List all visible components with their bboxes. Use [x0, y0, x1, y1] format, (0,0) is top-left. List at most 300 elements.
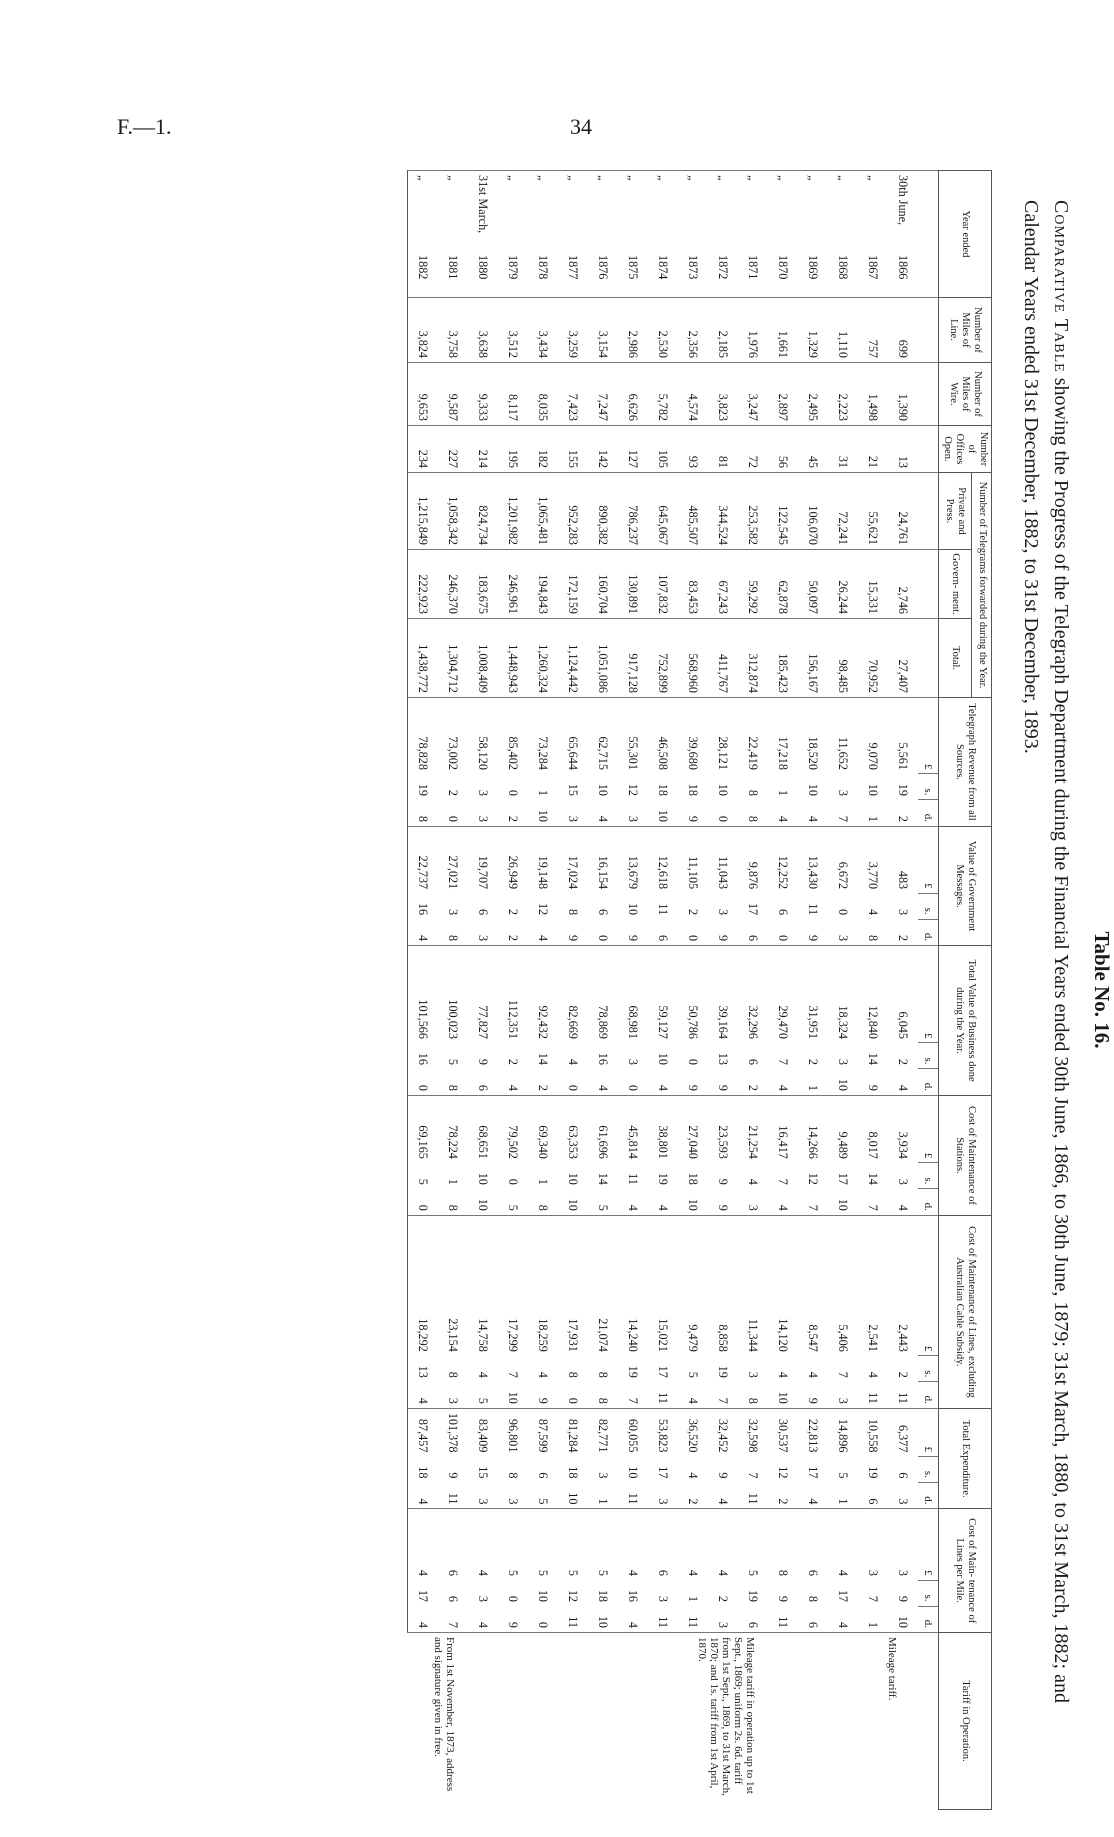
cell-expenditure-pence: 1	[596, 1498, 611, 1505]
year: 1867	[866, 255, 881, 280]
cell-expenditure-shillings: 17	[806, 1466, 821, 1479]
cell-expenditure-pounds: 32,452	[708, 1408, 738, 1456]
cell-per-mile-pounds: 5	[498, 1509, 528, 1580]
cell-business-shillings: 16	[407, 1043, 438, 1069]
year-cell	[768, 171, 798, 298]
cell-stations-pence: 5	[506, 1204, 521, 1211]
cell-per-mile-shillings: 9	[776, 1595, 791, 1602]
cell-private: 253,582	[738, 473, 768, 550]
table-row	[708, 171, 738, 1810]
header-row	[972, 171, 992, 1810]
cell-per-mile-pounds: 5	[738, 1509, 768, 1580]
cell-business-pounds: 12,840	[858, 946, 888, 1043]
table-label: Table No. 16.	[1090, 931, 1114, 1049]
cell-per-mile-pence: 4	[407, 1606, 438, 1633]
year-cell	[407, 171, 438, 298]
cell-per-mile-pence: 11	[566, 1616, 581, 1628]
cell-govt-msgs-shillings: 2	[686, 909, 701, 916]
cell-expenditure-pounds: 87,457	[407, 1408, 438, 1456]
col-year: Year ended	[938, 171, 991, 298]
unit-pounds: £	[918, 1509, 939, 1580]
cell-government: 50,097	[798, 550, 828, 619]
cell-per-mile-pounds: 5	[588, 1509, 618, 1580]
cell-govt-msgs-pounds: 11,105	[678, 826, 708, 893]
unit-pounds: £	[918, 826, 939, 893]
cell-lines-pence: 9	[536, 1397, 551, 1404]
year: 1869	[806, 255, 821, 280]
cell-govt-msgs-shillings: 6	[776, 909, 791, 916]
cell-per-mile-shillings: 0	[506, 1595, 521, 1602]
cell-per-mile-pounds: 4	[678, 1509, 708, 1580]
cell-government: 130,891	[618, 550, 648, 619]
cell-miles-wire: 9,653	[407, 363, 438, 426]
units-spacer	[918, 298, 939, 363]
cell-stations-shillings: 10	[476, 1172, 491, 1185]
col-revenue: Telegraph Revenue from all Sources.	[938, 698, 991, 827]
cell-business-pounds: 100,023	[438, 946, 468, 1043]
cell-revenue-pence: 2	[506, 815, 521, 822]
cell-business-pounds: 29,470	[768, 946, 798, 1043]
cell-expenditure-shillings: 6	[536, 1472, 551, 1479]
cell-miles-line: 1,976	[738, 298, 768, 363]
cell-lines-shillings: 8	[446, 1371, 461, 1378]
cell-revenue-pence: 3	[566, 815, 581, 822]
cell-govt-msgs-pence: 0	[596, 935, 611, 942]
period: „	[626, 175, 641, 181]
cell-miles-line: 1,661	[768, 298, 798, 363]
table-caption	[1016, 170, 1076, 1810]
table-row	[888, 171, 918, 1810]
period: „	[776, 175, 791, 181]
cell-miles-wire: 5,782	[648, 363, 678, 426]
period: „	[656, 175, 671, 181]
cell-govt-msgs-pence: 9	[806, 935, 821, 942]
cell-per-mile-pounds: 4	[407, 1509, 438, 1580]
page-reference: F.—1.	[117, 114, 172, 139]
cell-business-pounds: 59,127	[648, 946, 678, 1043]
cell-private: 344,524	[708, 473, 738, 550]
cell-stations-pounds: 3,934	[888, 1095, 918, 1162]
cell-per-mile-shillings: 16	[626, 1589, 641, 1602]
cell-stations-shillings: 18	[686, 1172, 701, 1185]
cell-stations-pounds: 23,593	[708, 1095, 738, 1162]
year-cell	[858, 171, 888, 298]
cell-business-shillings: 10	[656, 1052, 671, 1065]
cell-revenue-pence: 9	[686, 815, 701, 822]
tariff-note: From 1st November, 1873, address and signature given in free.	[431, 1637, 456, 1792]
cell-government: 15,331	[858, 550, 888, 619]
period: „	[746, 175, 761, 181]
cell-expenditure-pence: 4	[407, 1482, 438, 1509]
cell-per-mile-pence: 10	[896, 1615, 911, 1628]
cell-lines-shillings: 4	[476, 1371, 491, 1378]
cell-revenue-pence: 4	[596, 815, 611, 822]
cell-expenditure-pounds: 83,409	[468, 1408, 498, 1456]
cell-business-pounds: 32,296	[738, 946, 768, 1043]
cell-revenue-pounds: 28,121	[708, 698, 738, 774]
cell-business-pence: 9	[716, 1084, 731, 1091]
cell-government: 59,292	[738, 550, 768, 619]
units-spacer	[918, 363, 939, 426]
cell-per-mile-pence: 11	[776, 1616, 791, 1628]
cell-govt-msgs-pence: 0	[686, 935, 701, 942]
cell-stations-shillings: 14	[866, 1172, 881, 1185]
cell-stations-pence: 7	[806, 1204, 821, 1211]
cell-government: 62,878	[768, 550, 798, 619]
cell-expenditure-shillings: 9	[716, 1472, 731, 1479]
cell-lines-shillings: 8	[566, 1371, 581, 1378]
cell-government: 246,961	[498, 550, 528, 619]
cell-lines-pounds: 8,858	[708, 1215, 738, 1355]
cell-per-mile-pence: 11	[686, 1616, 701, 1628]
cell-govt-msgs-shillings: 8	[566, 909, 581, 916]
cell-govt-msgs-pence: 0	[776, 935, 791, 942]
cell-revenue-pounds: 18,520	[798, 698, 828, 774]
cell-revenue-pence: 8	[407, 800, 438, 827]
cell-govt-msgs-pence: 2	[506, 935, 521, 942]
cell-business-pence: 4	[896, 1084, 911, 1091]
year: 1873	[686, 255, 701, 280]
cell-lines-pence: 3	[446, 1397, 461, 1404]
cell-miles-wire: 8,117	[498, 363, 528, 426]
cell-stations-shillings: 19	[656, 1172, 671, 1185]
cell-business-pence: 1	[806, 1084, 821, 1091]
cell-revenue-shillings: 3	[476, 789, 491, 796]
unit-pence: d.	[918, 1069, 939, 1096]
cell-lines-pounds: 14,240	[618, 1215, 648, 1355]
cell-offices: 81	[708, 426, 738, 473]
cell-per-mile-shillings: 1	[686, 1595, 701, 1602]
cell-lines-pence: 8	[746, 1397, 761, 1404]
year-cell	[738, 171, 768, 298]
cell-total: 70,952	[858, 619, 888, 698]
unit-shillings: s.	[918, 1163, 939, 1189]
cell-stations-pence: 3	[746, 1204, 761, 1211]
year: 1871	[746, 255, 761, 280]
cell-per-mile-pence: 10	[596, 1615, 611, 1628]
cell-miles-line: 3,434	[528, 298, 558, 363]
cell-business-pounds: 101,566	[407, 946, 438, 1043]
cell-total: 98,485	[828, 619, 858, 698]
cell-total: 1,448,943	[498, 619, 528, 698]
unit-pounds: £	[918, 946, 939, 1043]
cell-per-mile-shillings: 17	[836, 1589, 851, 1602]
cell-government: 194,843	[528, 550, 558, 619]
unit-pence: d.	[918, 800, 939, 827]
cell-lines-shillings: 13	[407, 1356, 438, 1382]
cell-govt-msgs-shillings: 6	[476, 909, 491, 916]
cell-private: 824,734	[468, 473, 498, 550]
cell-offices: 195	[498, 426, 528, 473]
cell-business-shillings: 3	[626, 1058, 641, 1065]
cell-stations-pounds: 14,266	[798, 1095, 828, 1162]
year-cell	[468, 171, 498, 298]
cell-govt-msgs-shillings: 6	[596, 909, 611, 916]
cell-expenditure-pence: 2	[686, 1498, 701, 1505]
cell-revenue-pounds: 78,828	[407, 698, 438, 774]
table-row	[407, 171, 438, 1810]
year: 1877	[566, 255, 581, 280]
cell-offices: 214	[468, 426, 498, 473]
cell-revenue-pounds: 55,301	[618, 698, 648, 774]
cell-stations-pounds: 68,651	[468, 1095, 498, 1162]
year-cell	[498, 171, 528, 298]
cell-expenditure-pence: 2	[776, 1498, 791, 1505]
table-row	[468, 171, 498, 1810]
cell-stations-pounds: 16,417	[768, 1095, 798, 1162]
cell-expenditure-shillings: 10	[626, 1466, 641, 1479]
cell-govt-msgs-pounds: 6,672	[828, 826, 858, 893]
cell-stations-shillings: 3	[896, 1178, 911, 1185]
table-row	[558, 171, 588, 1810]
cell-revenue-shillings: 10	[866, 783, 881, 796]
unit-shillings: s.	[918, 893, 939, 919]
year: 1874	[656, 255, 671, 280]
col-telegrams-group: Number of Telegrams forwarded during the Year.	[972, 473, 992, 698]
cell-govt-msgs-pence: 8	[866, 935, 881, 942]
cell-per-mile-shillings: 8	[806, 1595, 821, 1602]
year: 1881	[446, 255, 461, 280]
year: 1870	[776, 255, 791, 280]
cell-per-mile-pounds: 3	[858, 1509, 888, 1580]
cell-per-mile-shillings: 2	[716, 1595, 731, 1602]
cell-lines-pounds: 21,074	[588, 1215, 618, 1355]
unit-pence: d.	[918, 1482, 939, 1509]
cell-per-mile-shillings: 3	[656, 1595, 671, 1602]
cell-stations-shillings: 1	[446, 1178, 461, 1185]
period: „	[566, 175, 581, 181]
cell-business-pounds: 18,324	[828, 946, 858, 1043]
cell-government: 172,159	[558, 550, 588, 619]
unit-shillings: s.	[918, 1043, 939, 1069]
cell-offices: 21	[858, 426, 888, 473]
cell-expenditure-pounds: 22,813	[798, 1408, 828, 1456]
period: „	[686, 175, 701, 181]
period: „	[836, 175, 851, 181]
cell-miles-line: 3,259	[558, 298, 588, 363]
cell-business-shillings: 2	[506, 1058, 521, 1065]
cell-expenditure-pounds: 81,284	[558, 1408, 588, 1456]
cell-miles-wire: 2,495	[798, 363, 828, 426]
period: „	[806, 175, 821, 181]
table-row	[768, 171, 798, 1810]
cell-lines-pence: 11	[896, 1392, 911, 1404]
cell-revenue-pence: 8	[746, 815, 761, 822]
cell-revenue-pence: 0	[716, 815, 731, 822]
cell-government: 67,243	[708, 550, 738, 619]
table-body	[407, 171, 938, 1810]
unit-pounds: £	[918, 1095, 939, 1162]
cell-govt-msgs-pence: 9	[716, 935, 731, 942]
cell-per-mile-pence: 4	[476, 1621, 491, 1628]
cell-miles-wire: 9,587	[438, 363, 468, 426]
cell-expenditure-shillings: 15	[476, 1466, 491, 1479]
cell-per-mile-pounds: 4	[708, 1509, 738, 1580]
year-cell	[438, 171, 468, 298]
cell-stations-shillings: 0	[506, 1178, 521, 1185]
year-cell	[558, 171, 588, 298]
cell-govt-msgs-pence: 6	[656, 935, 671, 942]
cell-revenue-pounds: 85,402	[498, 698, 528, 774]
cell-stations-shillings: 11	[626, 1173, 641, 1185]
cell-lines-pence: 10	[506, 1391, 521, 1404]
cell-govt-msgs-pounds: 17,024	[558, 826, 588, 893]
cell-miles-line: 2,530	[648, 298, 678, 363]
cell-business-pounds: 77,827	[468, 946, 498, 1043]
unit-shillings: s.	[918, 1580, 939, 1606]
unit-pounds: £	[918, 698, 939, 774]
cell-lines-pounds: 9,479	[678, 1215, 708, 1355]
cell-stations-pounds: 78,224	[438, 1095, 468, 1162]
cell-miles-wire: 3,247	[738, 363, 768, 426]
col-tariff: Tariff in Operation.	[938, 1633, 991, 1810]
cell-per-mile-pounds: 8	[768, 1509, 798, 1580]
year: 1882	[416, 255, 431, 280]
cell-miles-line: 699	[888, 298, 918, 363]
cell-govt-msgs-shillings: 3	[446, 909, 461, 916]
tariff-cell	[407, 1633, 938, 1810]
cell-expenditure-shillings: 7	[746, 1472, 761, 1479]
cell-expenditure-shillings: 8	[506, 1472, 521, 1479]
cell-govt-msgs-shillings: 11	[656, 903, 671, 916]
cell-expenditure-shillings: 5	[836, 1472, 851, 1479]
cell-govt-msgs-pounds: 11,043	[708, 826, 738, 893]
cell-per-mile-pounds: 6	[648, 1509, 678, 1580]
cell-miles-line: 3,824	[407, 298, 438, 363]
cell-business-shillings: 16	[596, 1052, 611, 1065]
cell-stations-pence: 10	[566, 1198, 581, 1211]
cell-per-mile-pence: 4	[626, 1621, 641, 1628]
cell-revenue-shillings: 18	[686, 783, 701, 796]
cell-total: 1,124,442	[558, 619, 588, 698]
year-cell	[678, 171, 708, 298]
cell-business-pounds: 78,869	[588, 946, 618, 1043]
cell-per-mile-shillings: 12	[566, 1589, 581, 1602]
cell-business-shillings: 0	[686, 1058, 701, 1065]
cell-lines-pence: 11	[866, 1392, 881, 1404]
cell-expenditure-pounds: 87,599	[528, 1408, 558, 1456]
cell-offices: 31	[828, 426, 858, 473]
cell-business-pounds: 39,164	[708, 946, 738, 1043]
cell-business-pence: 8	[446, 1084, 461, 1091]
cell-revenue-shillings: 2	[446, 789, 461, 796]
cell-expenditure-pounds: 60,055	[618, 1408, 648, 1456]
cell-expenditure-shillings: 18	[566, 1466, 581, 1479]
cell-lines-shillings: 19	[716, 1365, 731, 1378]
cell-miles-line: 2,185	[708, 298, 738, 363]
cell-stations-pounds: 61,696	[588, 1095, 618, 1162]
cell-stations-pounds: 45,814	[618, 1095, 648, 1162]
cell-govt-msgs-pence: 4	[407, 919, 438, 946]
cell-expenditure-pence: 3	[656, 1498, 671, 1505]
year: 1868	[836, 255, 851, 280]
cell-govt-msgs-pence: 8	[446, 935, 461, 942]
cell-miles-line: 2,986	[618, 298, 648, 363]
cell-lines-pounds: 8,547	[798, 1215, 828, 1355]
cell-lines-shillings: 2	[896, 1371, 911, 1378]
cell-business-pounds: 92,432	[528, 946, 558, 1043]
cell-per-mile-pounds: 4	[828, 1509, 858, 1580]
cell-per-mile-pounds: 6	[798, 1509, 828, 1580]
cell-govt-msgs-pounds: 12,618	[648, 826, 678, 893]
unit-shillings: s.	[918, 1356, 939, 1382]
cell-expenditure-pounds: 14,896	[828, 1408, 858, 1456]
cell-govt-msgs-pence: 4	[536, 935, 551, 942]
col-stations: Cost of Maintenance of Stations.	[938, 1095, 991, 1215]
cell-business-pounds: 68,981	[618, 946, 648, 1043]
cell-per-mile-pounds: 5	[528, 1509, 558, 1580]
cell-govt-msgs-shillings: 4	[866, 909, 881, 916]
cell-miles-wire: 3,823	[708, 363, 738, 426]
cell-total: 411,767	[708, 619, 738, 698]
cell-total: 917,128	[618, 619, 648, 698]
cell-business-pence: 0	[407, 1069, 438, 1096]
cell-business-pounds: 6,045	[888, 946, 918, 1043]
cell-lines-pounds: 17,299	[498, 1215, 528, 1355]
cell-lines-pounds: 14,758	[468, 1215, 498, 1355]
col-miles-line: Number of Miles of Line.	[938, 298, 991, 363]
period: „	[536, 175, 551, 181]
cell-lines-pence: 7	[716, 1397, 731, 1404]
cell-lines-shillings: 7	[506, 1371, 521, 1378]
cell-total: 1,438,772	[407, 619, 438, 698]
cell-government: 107,832	[648, 550, 678, 619]
cell-revenue-pounds: 9,070	[858, 698, 888, 774]
cell-miles-line: 3,154	[588, 298, 618, 363]
cell-business-shillings: 4	[566, 1058, 581, 1065]
cell-lines-pence: 0	[566, 1397, 581, 1404]
cell-revenue-shillings: 19	[407, 774, 438, 800]
cell-per-mile-shillings: 17	[407, 1580, 438, 1606]
col-offices: Number of Offices Open.	[938, 426, 991, 473]
cell-miles-line: 1,329	[798, 298, 828, 363]
units-row	[918, 171, 939, 1810]
year: 1876	[596, 255, 611, 280]
cell-offices: 93	[678, 426, 708, 473]
cell-revenue-pounds: 73,002	[438, 698, 468, 774]
cell-miles-line: 3,758	[438, 298, 468, 363]
cell-expenditure-pounds: 82,771	[588, 1408, 618, 1456]
cell-private: 1,058,342	[438, 473, 468, 550]
cell-per-mile-shillings: 6	[446, 1595, 461, 1602]
period: 30th June,	[896, 175, 911, 226]
cell-miles-line: 757	[858, 298, 888, 363]
cell-revenue-pounds: 39,680	[678, 698, 708, 774]
cell-per-mile-shillings: 19	[746, 1589, 761, 1602]
cell-government: 2,746	[888, 550, 918, 619]
cell-lines-pence: 4	[407, 1382, 438, 1409]
tariff-note: Mileage tariff in operation up to 1st Sept., 1869; uniform 2s. 6d. tariff from 1st Sept., 1869, to 31st March, 1870; and 1s. tariff from 1st April, 1870.	[695, 1637, 756, 1796]
cell-stations-pence: 0	[407, 1189, 438, 1216]
cell-revenue-shillings: 10	[596, 783, 611, 796]
cell-revenue-pounds: 22,419	[738, 698, 768, 774]
units-spacer	[918, 426, 939, 473]
cell-offices: 142	[588, 426, 618, 473]
cell-business-pounds: 31,951	[798, 946, 828, 1043]
units-spacer	[918, 619, 939, 698]
cell-per-mile-pounds: 3	[888, 1509, 918, 1580]
cell-revenue-shillings: 1	[776, 789, 791, 796]
cell-expenditure-shillings: 19	[866, 1466, 881, 1479]
cell-expenditure-shillings: 18	[407, 1456, 438, 1482]
cell-miles-line: 3,512	[498, 298, 528, 363]
cell-govt-msgs-shillings: 3	[896, 909, 911, 916]
cell-per-mile-pence: 1	[866, 1621, 881, 1628]
cell-revenue-pounds: 65,644	[558, 698, 588, 774]
cell-revenue-pounds: 46,508	[648, 698, 678, 774]
cell-stations-shillings: 10	[566, 1172, 581, 1185]
cell-govt-msgs-shillings: 2	[506, 909, 521, 916]
